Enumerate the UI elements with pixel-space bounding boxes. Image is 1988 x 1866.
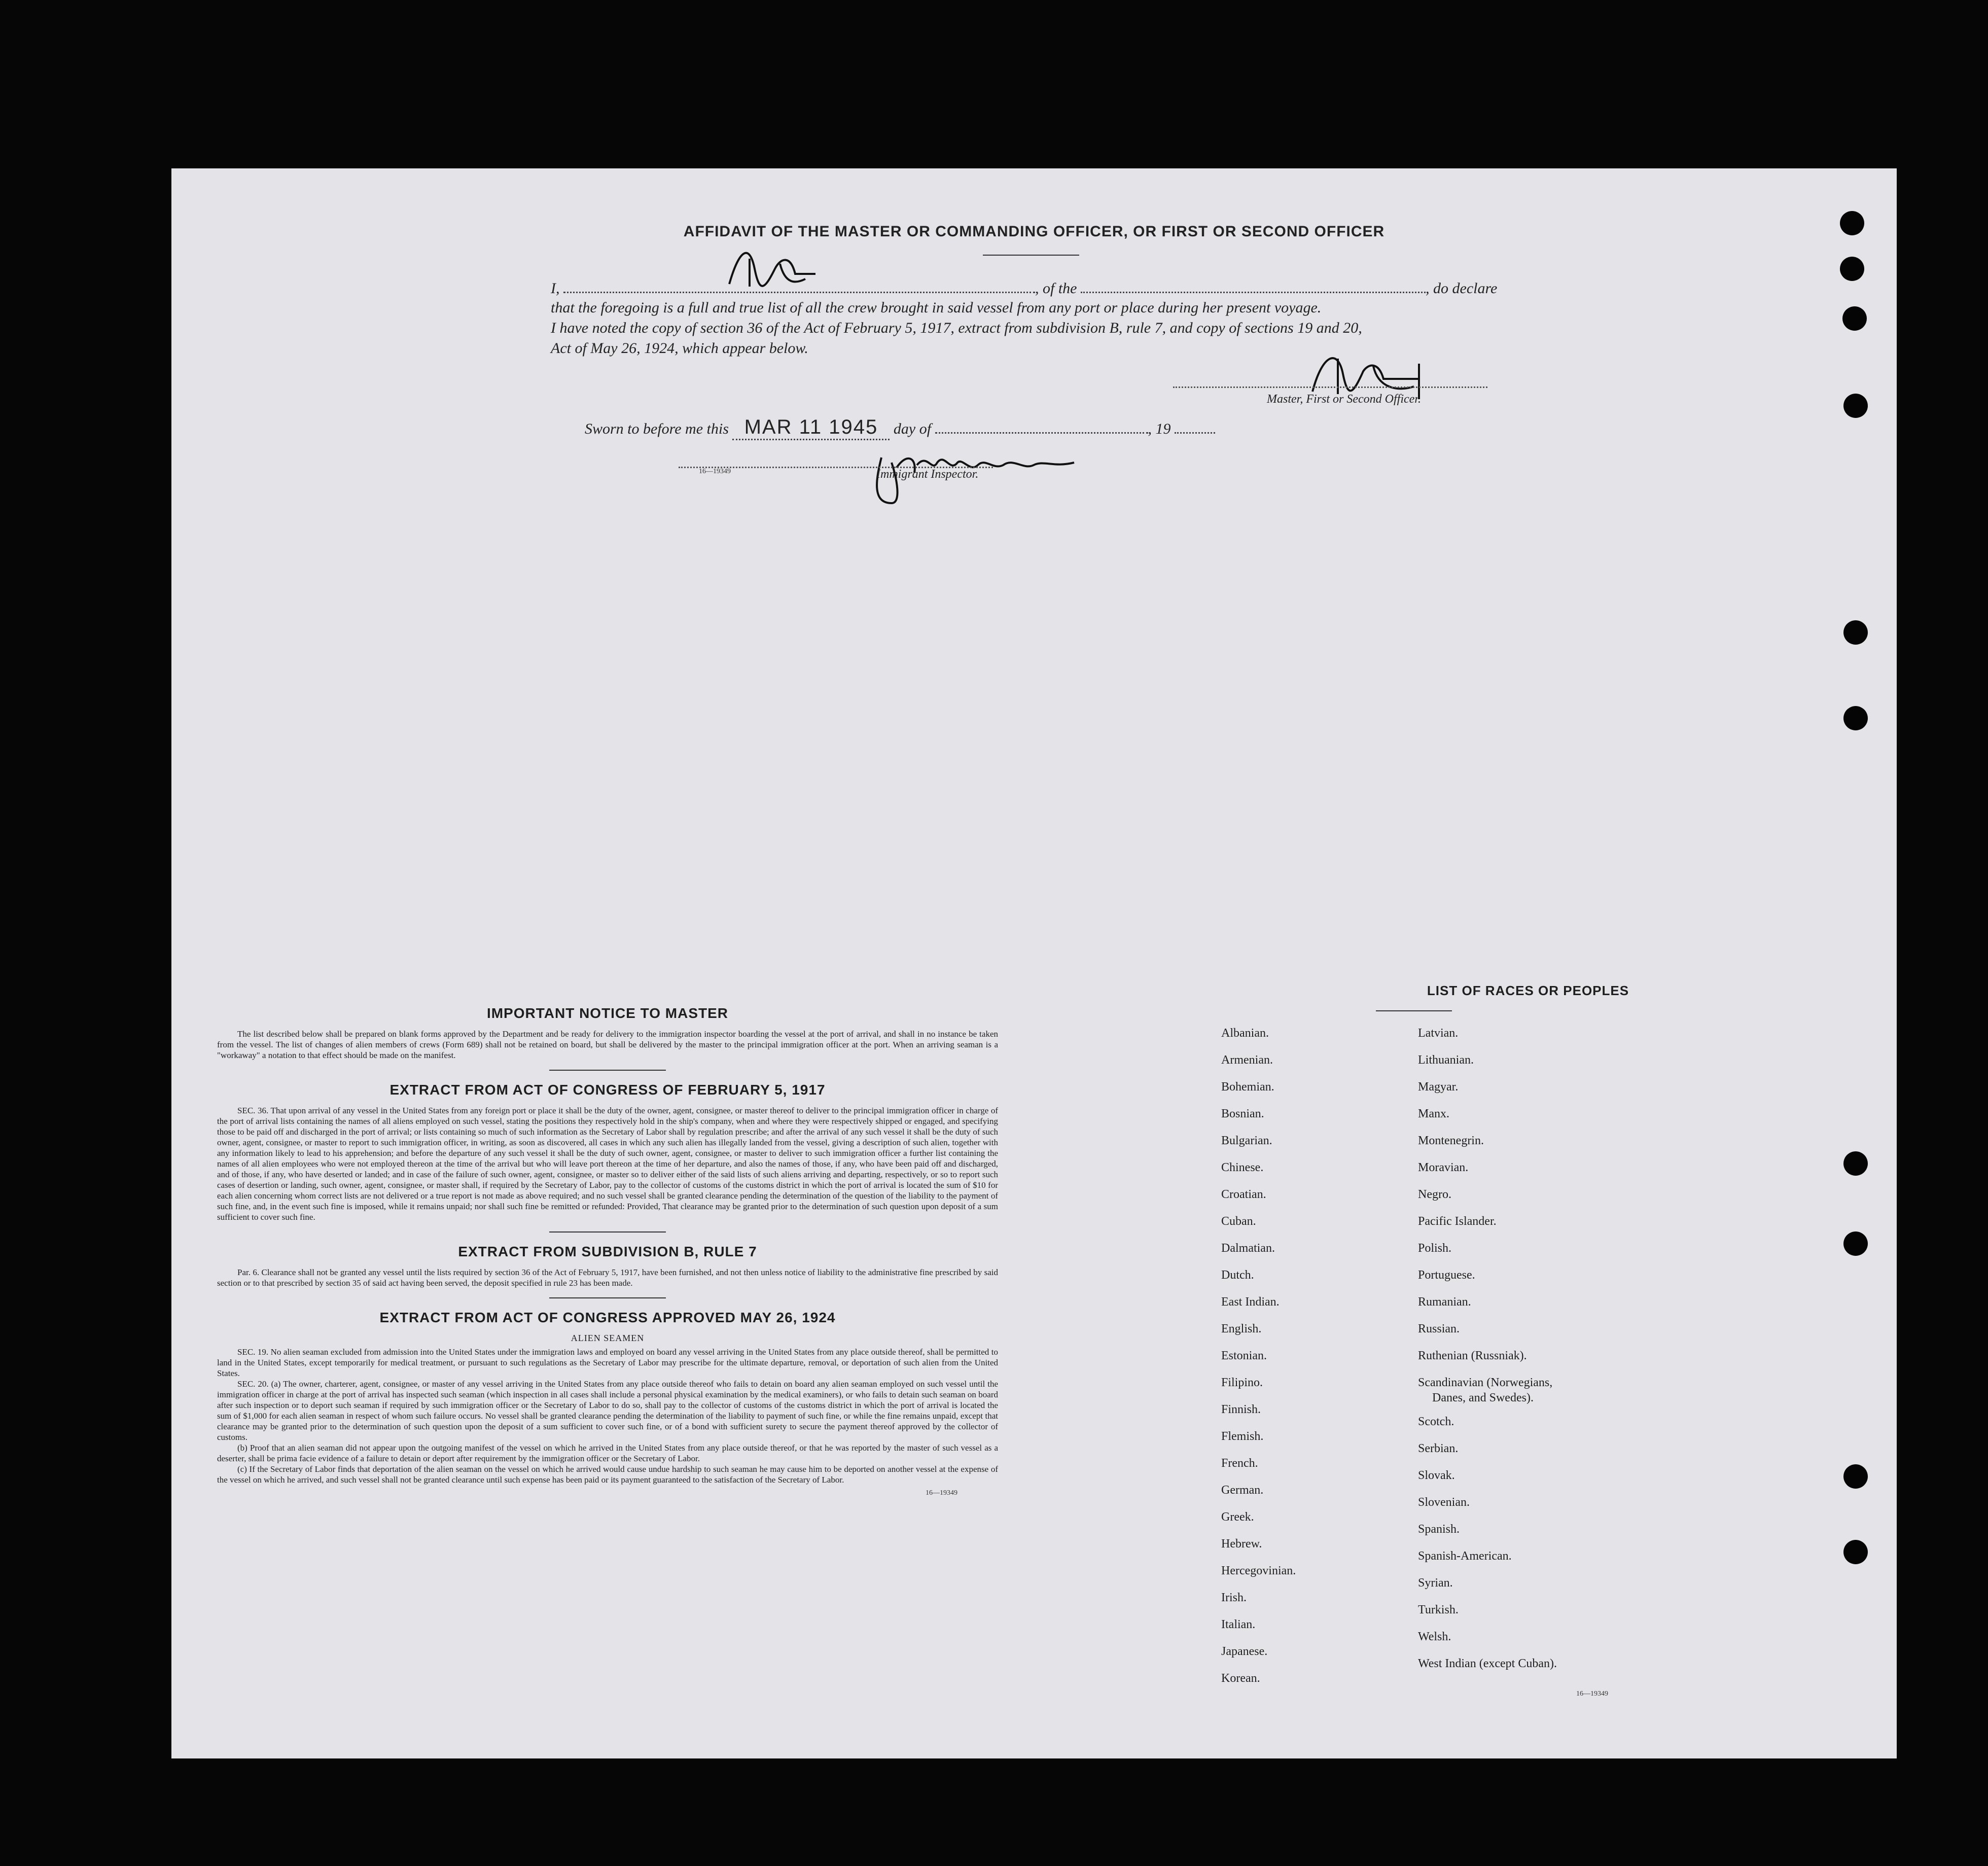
race-item: Estonian. (1221, 1349, 1267, 1362)
race-item: Albanian. (1221, 1027, 1269, 1040)
race-item: Lithuanian. (1418, 1053, 1474, 1067)
punch-hole (1843, 620, 1868, 645)
race-item: Spanish. (1418, 1523, 1460, 1536)
race-item: Armenian. (1221, 1053, 1273, 1067)
race-item: Cuban. (1221, 1215, 1256, 1228)
sworn-line (585, 416, 1215, 440)
affidavit-line-4: Act of May 26, 1924, which appear below. (551, 340, 808, 357)
document-page (171, 168, 1897, 1758)
race-item: Korean. (1221, 1672, 1260, 1685)
race-item: Bohemian. (1221, 1080, 1274, 1094)
extract-1924-sec20b: (b) Proof that an alien seaman did not appear upon the outgoing manifest of the vessel on which he arrived in the United States from any place outside thereof, or that he was reported by the master of such vessel as a deserter, shall be prima facie evidence of a failure to detain or deport after requirement by the immigration officer or the Secretary of Labor. (217, 1443, 998, 1463)
race-item: Dutch. (1221, 1269, 1254, 1282)
extract-1917-title: EXTRACT FROM ACT OF CONGRESS OF FEBRUARY 5, 1917 (389, 1082, 826, 1098)
declaration-of-the: , of the (1035, 280, 1077, 297)
extract-1924-sec20a: SEC. 20. (a) The owner, charterer, agent, consignee, or master of any vessel arriving in the United States from any place outside thereof who fails to detain on board any alien seaman employed on such vessel until the immigration officer in charge at the port of arrival has inspected such seaman (which inspection in all cases shall include a personal physical examination by the medical examiners), or who fails to detain such seaman on board after such inspection or to deport such seaman if required by such immigration officer or the Secretary of Labor to do so, shall pay to the collector of customs of the customs district in which the port of arrival is located the sum of $1,000 for each alien seaman in respect of whom such failure occurs. No vessel shall be granted clearance pending the determination of the liability to payment of such fine, or while the fine remains unpaid, except that clearance may be granted prior to the determination of such question upon the deposit of a sum sufficient to cover such fine, or of a bond with sufficient surety to secure the payment thereof approved by the collector of customs. (217, 1379, 998, 1442)
race-item: Scandinavian (Norwegians, (1418, 1376, 1553, 1389)
race-item: Irish. (1221, 1591, 1247, 1604)
punch-hole (1842, 306, 1867, 331)
race-item: Russian. (1418, 1322, 1460, 1335)
races-title: LIST OF RACES OR PEOPLES (1427, 983, 1629, 998)
punch-hole (1843, 394, 1868, 418)
form-number-races: 16—19349 (1576, 1690, 1608, 1698)
subdivision-b-text: Par. 6. Clearance shall not be granted any vessel until the lists required by section 36 of the Act of February 5, 1917, have been furnished, and not then unless notice of liability to the administrative fine prescribed by said section or to that prescribed by section 35 of said act having been served, the deposit specified in rule 23 has been made. (217, 1268, 998, 1288)
vessel-name-field[interactable] (1081, 292, 1426, 293)
officer-signature-mark (719, 238, 821, 299)
affidavit-line-3: I have noted the copy of section 36 of the Act of February 5, 1917, extract from subdivision B, rule 7, and copy of sections 19 and 20, (551, 320, 1362, 336)
punch-hole (1843, 706, 1868, 730)
race-item: Hercegovinian. (1221, 1564, 1296, 1577)
affidavit-title: AFFIDAVIT OF THE MASTER OR COMMANDING OFFICER, OR FIRST OR SECOND OFFICER (683, 223, 1385, 240)
races-right-column (1418, 1027, 1557, 1684)
race-item: French. (1221, 1457, 1258, 1470)
month-field[interactable] (935, 432, 1148, 434)
extract-1924-sec19: SEC. 19. No alien seaman excluded from admission into the United States under the immigration laws and employed on board any vessel arriving in the United States from any place outside thereof, shall be permitted to land in the United States, except temporarily for medical treatment, or pursuant to such regulations as the Secretary of Labor may prescribe for the ultimate departure, removal, or deportation of such alien from the United States. (217, 1347, 998, 1378)
race-item: Flemish. (1221, 1430, 1264, 1443)
race-item: Negro. (1418, 1188, 1451, 1201)
race-item: Bulgarian. (1221, 1134, 1272, 1147)
punch-hole (1843, 1540, 1868, 1564)
race-item: Magyar. (1418, 1080, 1459, 1094)
date-stamp: MAR 11 1945 (732, 416, 890, 440)
affidavit-line-2: that the foregoing is a full and true list of all the crew brought in said vessel from any port or place during her present voyage. (551, 299, 1322, 316)
race-item: Filipino. (1221, 1376, 1263, 1389)
year-field[interactable] (1175, 432, 1215, 434)
race-item: West Indian (except Cuban). (1418, 1657, 1557, 1670)
notice-text: The list described below shall be prepared on blank forms approved by the Department and be ready for delivery to the immigration inspector boarding the vessel at the port of arrival, and shall in no instance be taken from the vessel. The list of changes of alien members of crews (Form 689) shall not be retained on board, but shall be delivered by the master to the principal immigration officer at the port. When an arriving seaman is a "workaway" a notation to that effect should be made on the manifest. (217, 1029, 998, 1060)
affidavit-declaration-line (551, 280, 1514, 297)
race-item: Polish. (1418, 1242, 1452, 1255)
race-item: Spanish-American. (1418, 1550, 1512, 1563)
extract-1924-sec20c: (c) If the Secretary of Labor finds that deportation of the alien seaman on the vessel on which he arrived would cause undue hardship to such seaman he may cause him to be deported on another vessel at the expense of the vessel on which he arrived, and such vessel shall not be granted clearance until such expense has been paid or its payment guaranteed to the satisfaction of the Secretary of Labor. (217, 1464, 998, 1485)
race-item: Bosnian. (1221, 1107, 1264, 1120)
race-item: Serbian. (1418, 1442, 1459, 1455)
punch-hole (1843, 1464, 1868, 1489)
form-number-top: 16—19349 (699, 468, 731, 475)
title-divider (983, 255, 1079, 256)
subdivision-b-title: EXTRACT FROM SUBDIVISION B, RULE 7 (458, 1244, 757, 1259)
master-signature-line (1173, 386, 1487, 388)
punch-hole (1840, 257, 1864, 281)
section-divider (549, 1297, 666, 1298)
race-item: English. (1221, 1322, 1262, 1335)
race-item: Pacific Islander. (1418, 1215, 1497, 1228)
form-number-extracts: 16—19349 (926, 1489, 957, 1497)
race-item: Hebrew. (1221, 1537, 1262, 1551)
sworn-label: Sworn to before me this (585, 420, 729, 437)
punch-hole (1843, 1151, 1868, 1176)
section-divider (549, 1070, 666, 1071)
races-divider (1376, 1010, 1452, 1011)
punch-hole (1843, 1231, 1868, 1256)
race-item: Syrian. (1418, 1576, 1453, 1590)
notice-title: IMPORTANT NOTICE TO MASTER (486, 1005, 729, 1021)
race-item: Finnish. (1221, 1403, 1261, 1416)
race-item: East Indian. (1221, 1295, 1280, 1309)
race-item: Latvian. (1418, 1027, 1459, 1040)
race-item: Danes, and Swedes). (1432, 1391, 1534, 1404)
race-item: Moravian. (1418, 1161, 1469, 1174)
race-item: Ruthenian (Russniak). (1418, 1349, 1527, 1362)
race-item: Manx. (1418, 1107, 1449, 1120)
extract-1917-text: SEC. 36. That upon arrival of any vessel in the United States from any foreign port or place it shall be the duty of the owner, agent, consignee, or master thereof to deliver to the principal immigration officer in charge of the port of arrival lists containing the names of all aliens employed on such vessel, stating the positions they respectively hold in the ship's company, when and where they were respectively shipped or engaged, and specifying those to be paid off and discharged in the port of arrival; or lists containing so much of such information as the Secretary of Labor shall by regulation prescribe; and after the arrival of any such vessel it shall be the duty of such owner, agent, consignee, or master to report to such immigration officer, in writing, as soon as discovered, all cases in which any such alien has illegally landed from the vessel, giving a description of such alien, together with any information likely to lead to his apprehension; and before the departure of any such vessel it shall be the duty of such owner, agent, consignee, or master to deliver to such immigration officer a further list containing the names of all alien employees who were not employed thereon at the time of the arrival but who will leave port thereon at the time of her departure, and also the names of those, if any, who have been paid off and discharged, and of those, if any, who have deserted or landed; and in case of the failure of such owner, agent, consignee, or master so to deliver either of the said lists of such aliens arriving and departing, respectively, or so to report such cases of desertion or landing, such owner, agent, consignee, or master shall, if required by the Secretary of Labor, pay to the collector of customs of the customs district in which the port of arrival is located the sum of $10 for each alien concerning whom correct lists are not delivered or a true report is not made as above required; and no such vessel shall be granted clearance pending the determination of the question of the liability to the payment of such fine, and, in the event such fine is imposed, while it remains unpaid; nor shall such fine be remitted or refunded: Provided, That clearance may be granted prior to the determination of such question upon deposit of a sum sufficient to cover such fine. (217, 1106, 998, 1222)
race-item: Slovak. (1418, 1469, 1455, 1482)
race-item: German. (1221, 1484, 1264, 1497)
race-item: Portuguese. (1418, 1269, 1475, 1282)
race-item: Greek. (1221, 1510, 1254, 1524)
race-item: Turkish. (1418, 1603, 1459, 1616)
legal-extracts-column (217, 1005, 998, 1497)
inspector-caption: Immigrant Inspector. (876, 468, 979, 481)
section-divider (549, 1231, 666, 1233)
declaration-i: I, (551, 280, 560, 297)
race-item: Dalmatian. (1221, 1242, 1275, 1255)
day-of-label: day of (893, 420, 932, 437)
race-item: Welsh. (1418, 1630, 1451, 1643)
race-item: Rumanian. (1418, 1295, 1471, 1309)
alien-seamen-subtitle: ALIEN SEAMEN (571, 1333, 645, 1343)
declaration-do-declare: , do declare (1426, 280, 1498, 297)
race-item: Montenegrin. (1418, 1134, 1484, 1147)
race-item: Croatian. (1221, 1188, 1266, 1201)
year-prefix: , 19 (1148, 420, 1171, 437)
extract-1924-title: EXTRACT FROM ACT OF CONGRESS APPROVED MAY 26, 1924 (379, 1310, 836, 1325)
race-item: Slovenian. (1418, 1496, 1470, 1509)
races-left-column (1221, 1027, 1296, 1699)
race-item: Scotch. (1418, 1415, 1454, 1428)
race-item: Chinese. (1221, 1161, 1264, 1174)
race-item: Japanese. (1221, 1645, 1268, 1658)
race-item: Italian. (1221, 1618, 1256, 1631)
master-signature-caption: Master, First or Second Officer. (1267, 393, 1421, 406)
